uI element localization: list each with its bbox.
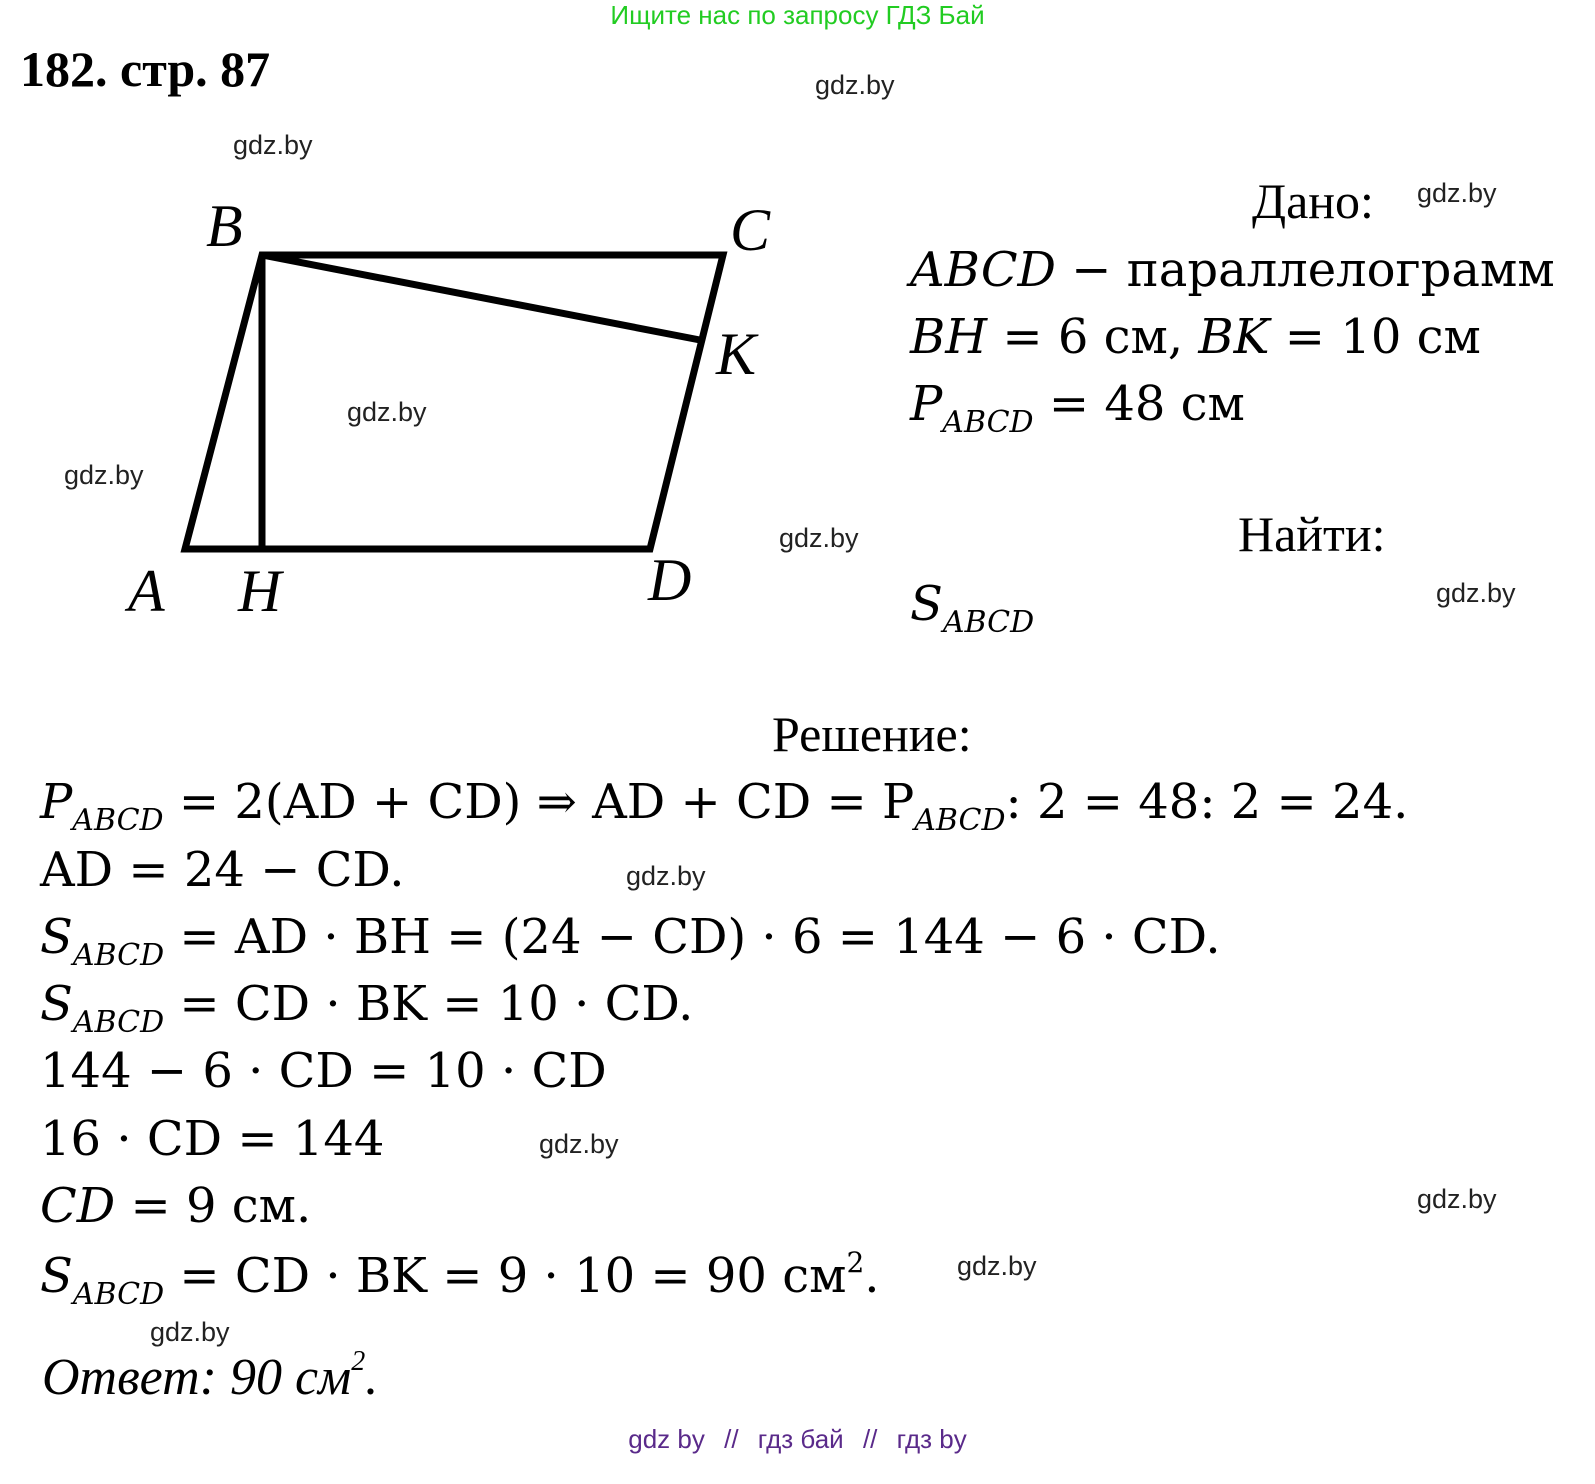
- watermark: gdz.by: [1417, 1184, 1497, 1214]
- given-bh-value: = 6 см,: [987, 309, 1199, 365]
- vertex-label-b: B: [206, 193, 243, 259]
- given-perimeter-value: = 48 см: [1033, 376, 1245, 432]
- footer-separator: //: [724, 1424, 739, 1454]
- parallelogram-abcd: [185, 255, 723, 549]
- solution-line-3-rest: = AD · BH = (24 − CD) · 6 = 144 − 6 · CD.: [164, 909, 1221, 965]
- cd-value: = 9 см.: [115, 1178, 312, 1234]
- area-symbol: S: [40, 976, 73, 1032]
- given-bk-label: BK: [1198, 309, 1270, 365]
- perimeter-subscript: ABCD: [914, 803, 1006, 838]
- find-target: [910, 576, 1035, 640]
- perimeter-subscript: ABCD: [72, 803, 164, 838]
- given-perimeter-symbol: P: [910, 376, 943, 432]
- area-subscript: ABCD: [72, 938, 165, 973]
- solution-line-8: [40, 1246, 880, 1312]
- given-heading: Дано:: [1252, 173, 1374, 229]
- watermark: gdz.by: [233, 130, 313, 160]
- perimeter-symbol: P: [40, 774, 73, 830]
- parallelogram-figure: [0, 0, 900, 660]
- answer-end: .: [365, 1349, 379, 1406]
- watermark: gdz.by: [626, 861, 706, 891]
- footer-link-gdz-by[interactable]: gdz by: [628, 1424, 705, 1454]
- footer-link-gdz-bay[interactable]: гдз бай: [757, 1424, 844, 1454]
- vertex-label-c: C: [730, 197, 771, 263]
- task-title: 182. стр. 87: [20, 41, 271, 97]
- answer-text: Ответ: 90 см: [42, 1349, 352, 1406]
- given-figure-name: ABCD: [910, 242, 1057, 298]
- given-bk-value: = 10 см: [1269, 309, 1481, 365]
- find-heading: Найти:: [1238, 506, 1386, 562]
- vertex-label-h: H: [238, 558, 282, 624]
- solution-line-8-end: .: [864, 1248, 880, 1304]
- solution-line-2: AD = 24 − CD.: [40, 842, 405, 898]
- watermark: gdz.by: [64, 460, 144, 490]
- solution-heading: Решение:: [772, 706, 972, 762]
- solution-line-5: 144 − 6 · CD = 10 · CD: [40, 1043, 607, 1099]
- watermark: gdz.by: [150, 1317, 230, 1347]
- answer: [42, 1346, 378, 1407]
- solution-line-7: [40, 1178, 312, 1234]
- watermark: gdz.by: [957, 1251, 1037, 1281]
- find-area-subscript: ABCD: [942, 605, 1035, 640]
- given-line-2: [910, 309, 1481, 365]
- solution-line-1-end: : 2 = 48: 2 = 24.: [1005, 774, 1409, 830]
- watermark: gdz.by: [1436, 578, 1516, 608]
- area-subscript: ABCD: [72, 1277, 165, 1312]
- solution-line-4: [40, 976, 694, 1040]
- vertex-label-a: A: [128, 558, 165, 624]
- area-symbol: S: [40, 1248, 73, 1304]
- vertex-label-k: K: [716, 321, 757, 387]
- top-banner: Ищите нас по запросу ГДЗ Бай: [610, 0, 985, 30]
- solution-line-1: [40, 774, 1409, 838]
- footer-separator: //: [862, 1424, 878, 1454]
- watermark: gdz.by: [815, 70, 895, 100]
- solution-line-6: 16 · CD = 144: [40, 1111, 385, 1167]
- segment-bk: [262, 255, 700, 340]
- cd-symbol: CD: [40, 1178, 116, 1234]
- watermark: gdz.by: [347, 397, 427, 427]
- square-exponent: 2: [846, 1246, 865, 1279]
- solution-line-8-rest: = CD · BK = 9 · 10 = 90 см: [164, 1248, 847, 1304]
- solution-line-4-rest: = CD · BK = 10 · CD.: [164, 976, 694, 1032]
- area-symbol: S: [40, 909, 73, 965]
- given-line-1: [910, 242, 1555, 298]
- solution-line-3: [40, 909, 1221, 973]
- given-bh-label: BH: [910, 309, 988, 365]
- vertex-label-d: D: [648, 547, 692, 613]
- watermark: gdz.by: [779, 523, 859, 553]
- given-line-3: [910, 376, 1245, 440]
- solution-line-1-mid: = 2(AD + CD) ⇒ AD + CD = P: [163, 774, 915, 830]
- watermark: gdz.by: [1417, 178, 1497, 208]
- given-perimeter-subscript: ABCD: [942, 405, 1034, 440]
- answer-exponent: 2: [351, 1346, 366, 1377]
- watermark: gdz.by: [539, 1129, 619, 1159]
- footer-link-gdz-by-cyr[interactable]: гдз by: [896, 1424, 967, 1454]
- given-figure-type: − параллелограмм: [1056, 242, 1555, 298]
- find-area-symbol: S: [910, 576, 943, 632]
- footer: [0, 1424, 1595, 1455]
- area-subscript: ABCD: [72, 1005, 165, 1040]
